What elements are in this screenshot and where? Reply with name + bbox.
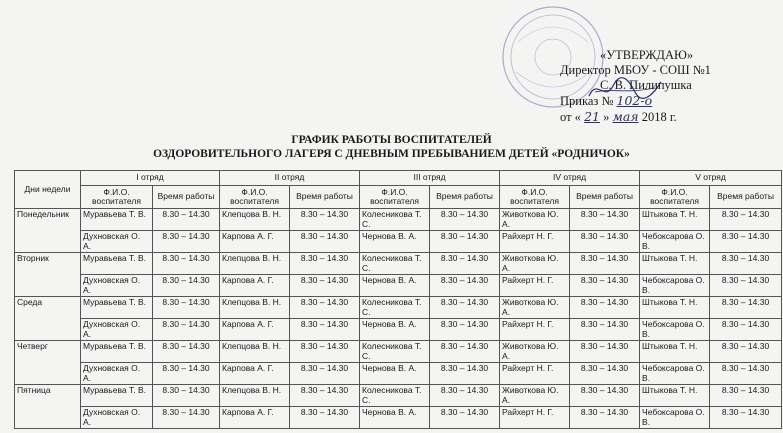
day-cell: Понедельник [15,209,81,253]
teacher-name-cell: Муравьева Т. В. [81,209,153,231]
date-line [560,109,775,125]
teacher-name-cell: Чернова В. А. [360,319,430,341]
date-mid: » [603,110,610,124]
work-time-cell: 8.30 – 14.30 [290,231,360,253]
teacher-name-cell: Духновская О. А. [81,407,153,429]
work-time-cell: 8.30 – 14.30 [710,341,782,363]
work-time-cell: 8.30 – 14.30 [570,231,640,253]
teacher-name-cell: Духновская О. А. [81,363,153,385]
name-column-header: Ф.И.О. воспитателя [500,186,570,209]
date-month: мая [612,109,639,124]
teacher-name-cell: Муравьева Т. В. [81,341,153,363]
teacher-name-cell: Духновская О. А. [81,319,153,341]
name-column-header: Ф.И.О. воспитателя [640,186,710,209]
schedule-table [14,170,782,429]
time-column-header: Время работы [153,186,220,209]
teacher-name-cell: Чебоксарова О. В. [640,407,710,429]
work-time-cell: 8.30 – 14.30 [570,385,640,407]
teacher-name-cell: Животкова Ю. А. [500,385,570,407]
squad-header: III отряд [360,171,500,186]
work-time-cell: 8.30 – 14.30 [570,209,640,231]
table-row [15,363,782,385]
work-time-cell: 8.30 – 14.30 [710,407,782,429]
day-cell: Вторник [15,253,81,297]
work-time-cell: 8.30 – 14.30 [430,297,500,319]
teacher-name-cell: Клепцова В. Н. [220,297,290,319]
day-column-header: Дни недели [15,171,81,209]
work-time-cell: 8.30 – 14.30 [710,209,782,231]
work-time-cell: 8.30 – 14.30 [570,275,640,297]
teacher-name-cell: Животкова Ю. А. [500,209,570,231]
work-time-cell: 8.30 – 14.30 [153,209,220,231]
teacher-name-cell: Клепцова В. Н. [220,385,290,407]
name-column-header: Ф.И.О. воспитателя [360,186,430,209]
teacher-name-cell: Карпова А. Г. [220,231,290,253]
table-row [15,275,782,297]
teacher-name-cell: Чернова В. А. [360,275,430,297]
teacher-name-cell: Колесникова Т. С. [360,253,430,275]
work-time-cell: 8.30 – 14.30 [153,407,220,429]
work-time-cell: 8.30 – 14.30 [570,407,640,429]
work-time-cell: 8.30 – 14.30 [153,297,220,319]
work-time-cell: 8.30 – 14.30 [710,275,782,297]
teacher-name-cell: Клепцова В. Н. [220,209,290,231]
teacher-name-cell: Штыкова Т. Н. [640,209,710,231]
work-time-cell: 8.30 – 14.30 [570,363,640,385]
teacher-name-cell: Карпова А. Г. [220,407,290,429]
table-row [15,231,782,253]
title-line-2: ОЗДОРОВИТЕЛЬНОГО ЛАГЕРЯ С ДНЕВНЫМ ПРЕБЫВАНИЕМ ДЕТЕЙ «РОДНИЧОК» [153,148,630,160]
squad-header: II отряд [220,171,360,186]
work-time-cell: 8.30 – 14.30 [290,275,360,297]
squad-header: I отряд [81,171,220,186]
squad-header: IV отряд [500,171,640,186]
work-time-cell: 8.30 – 14.30 [430,363,500,385]
teacher-name-cell: Колесникова Т. С. [360,297,430,319]
work-time-cell: 8.30 – 14.30 [290,363,360,385]
teacher-name-cell: Муравьева Т. В. [81,253,153,275]
work-time-cell: 8.30 – 14.30 [290,209,360,231]
teacher-name-cell: Карпова А. Г. [220,319,290,341]
work-time-cell: 8.30 – 14.30 [570,297,640,319]
teacher-name-cell: Чебоксарова О. В. [640,275,710,297]
teacher-name-cell: Колесникова Т. С. [360,209,430,231]
approval-block [560,48,775,125]
teacher-name-cell: Райхерт Н. Г. [500,407,570,429]
teacher-name-cell: Чебоксарова О. В. [640,231,710,253]
work-time-cell: 8.30 – 14.30 [153,341,220,363]
teacher-name-cell: Духновская О. А. [81,231,153,253]
work-time-cell: 8.30 – 14.30 [153,275,220,297]
teacher-name-cell: Карпова А. Г. [220,275,290,297]
work-time-cell: 8.30 – 14.30 [290,385,360,407]
table-row [15,253,782,275]
day-cell: Пятница [15,385,81,429]
teacher-name-cell: Духновская О. А. [81,275,153,297]
teacher-name-cell: Чебоксарова О. В. [640,319,710,341]
teacher-name-cell: Животкова Ю. А. [500,297,570,319]
title-line-1: ГРАФИК РАБОТЫ ВОСПИТАТЕЛЕЙ [291,134,492,146]
work-time-cell: 8.30 – 14.30 [570,319,640,341]
work-time-cell: 8.30 – 14.30 [153,363,220,385]
work-time-cell: 8.30 – 14.30 [290,341,360,363]
teacher-name-cell: Колесникова Т. С. [360,341,430,363]
work-time-cell: 8.30 – 14.30 [290,407,360,429]
approval-heading: «УТВЕРЖДАЮ» [600,48,694,62]
table-row [15,319,782,341]
teacher-name-cell: Муравьева Т. В. [81,297,153,319]
table-row [15,407,782,429]
time-column-header: Время работы [710,186,782,209]
work-time-cell: 8.30 – 14.30 [430,319,500,341]
teacher-name-cell: Райхерт Н. Г. [500,319,570,341]
work-time-cell: 8.30 – 14.30 [290,297,360,319]
work-time-cell: 8.30 – 14.30 [153,385,220,407]
work-time-cell: 8.30 – 14.30 [430,385,500,407]
work-time-cell: 8.30 – 14.30 [430,253,500,275]
day-cell: Четверг [15,341,81,385]
work-time-cell: 8.30 – 14.30 [710,363,782,385]
work-time-cell: 8.30 – 14.30 [570,341,640,363]
order-number: 102-о [616,93,653,108]
work-time-cell: 8.30 – 14.30 [710,385,782,407]
work-time-cell: 8.30 – 14.30 [290,253,360,275]
teacher-name-cell: Чебоксарова О. В. [640,363,710,385]
teacher-name-cell: Чернова В. А. [360,231,430,253]
time-column-header: Время работы [430,186,500,209]
teacher-name-cell: Чернова В. А. [360,363,430,385]
work-time-cell: 8.30 – 14.30 [153,231,220,253]
work-time-cell: 8.30 – 14.30 [430,209,500,231]
teacher-name-cell: Штыкова Т. Н. [640,297,710,319]
work-time-cell: 8.30 – 14.30 [430,341,500,363]
teacher-name-cell: Колесникова Т. С. [360,385,430,407]
name-column-header: Ф.И.О. воспитателя [220,186,290,209]
name-column-header: Ф.И.О. воспитателя [81,186,153,209]
director-name: С. В. Пилипушка [600,78,692,92]
table-row [15,341,782,363]
work-time-cell: 8.30 – 14.30 [710,231,782,253]
day-cell: Среда [15,297,81,341]
work-time-cell: 8.30 – 14.30 [153,319,220,341]
date-prefix: от « [560,110,581,124]
order-label: Приказ № [560,94,614,108]
teacher-name-cell: Чернова В. А. [360,407,430,429]
time-column-header: Время работы [290,186,360,209]
date-year: 2018 г. [641,110,677,124]
table-row [15,385,782,407]
work-time-cell: 8.30 – 14.30 [430,231,500,253]
squad-header: V отряд [640,171,782,186]
work-time-cell: 8.30 – 14.30 [570,253,640,275]
time-column-header: Время работы [570,186,640,209]
date-day: 21 [584,109,600,124]
teacher-name-cell: Животкова Ю. А. [500,341,570,363]
teacher-name-cell: Штыкова Т. Н. [640,253,710,275]
order-line [560,93,775,109]
work-time-cell: 8.30 – 14.30 [430,407,500,429]
teacher-name-cell: Райхерт Н. Г. [500,275,570,297]
teacher-name-cell: Райхерт Н. Г. [500,231,570,253]
work-time-cell: 8.30 – 14.30 [710,253,782,275]
teacher-name-cell: Карпова А. Г. [220,363,290,385]
work-time-cell: 8.30 – 14.30 [290,319,360,341]
teacher-name-cell: Штыкова Т. Н. [640,341,710,363]
table-row [15,209,782,231]
teacher-name-cell: Штыкова Т. Н. [640,385,710,407]
work-time-cell: 8.30 – 14.30 [710,297,782,319]
document-title [0,133,783,161]
work-time-cell: 8.30 – 14.30 [430,275,500,297]
work-time-cell: 8.30 – 14.30 [710,319,782,341]
teacher-name-cell: Райхерт Н. Г. [500,363,570,385]
teacher-name-cell: Животкова Ю. А. [500,253,570,275]
teacher-name-cell: Клепцова В. Н. [220,253,290,275]
teacher-name-cell: Муравьева Т. В. [81,385,153,407]
teacher-name-cell: Клепцова В. Н. [220,341,290,363]
director-title: Директор МБОУ - СОШ №1 [560,63,711,77]
work-time-cell: 8.30 – 14.30 [153,253,220,275]
table-row [15,297,782,319]
